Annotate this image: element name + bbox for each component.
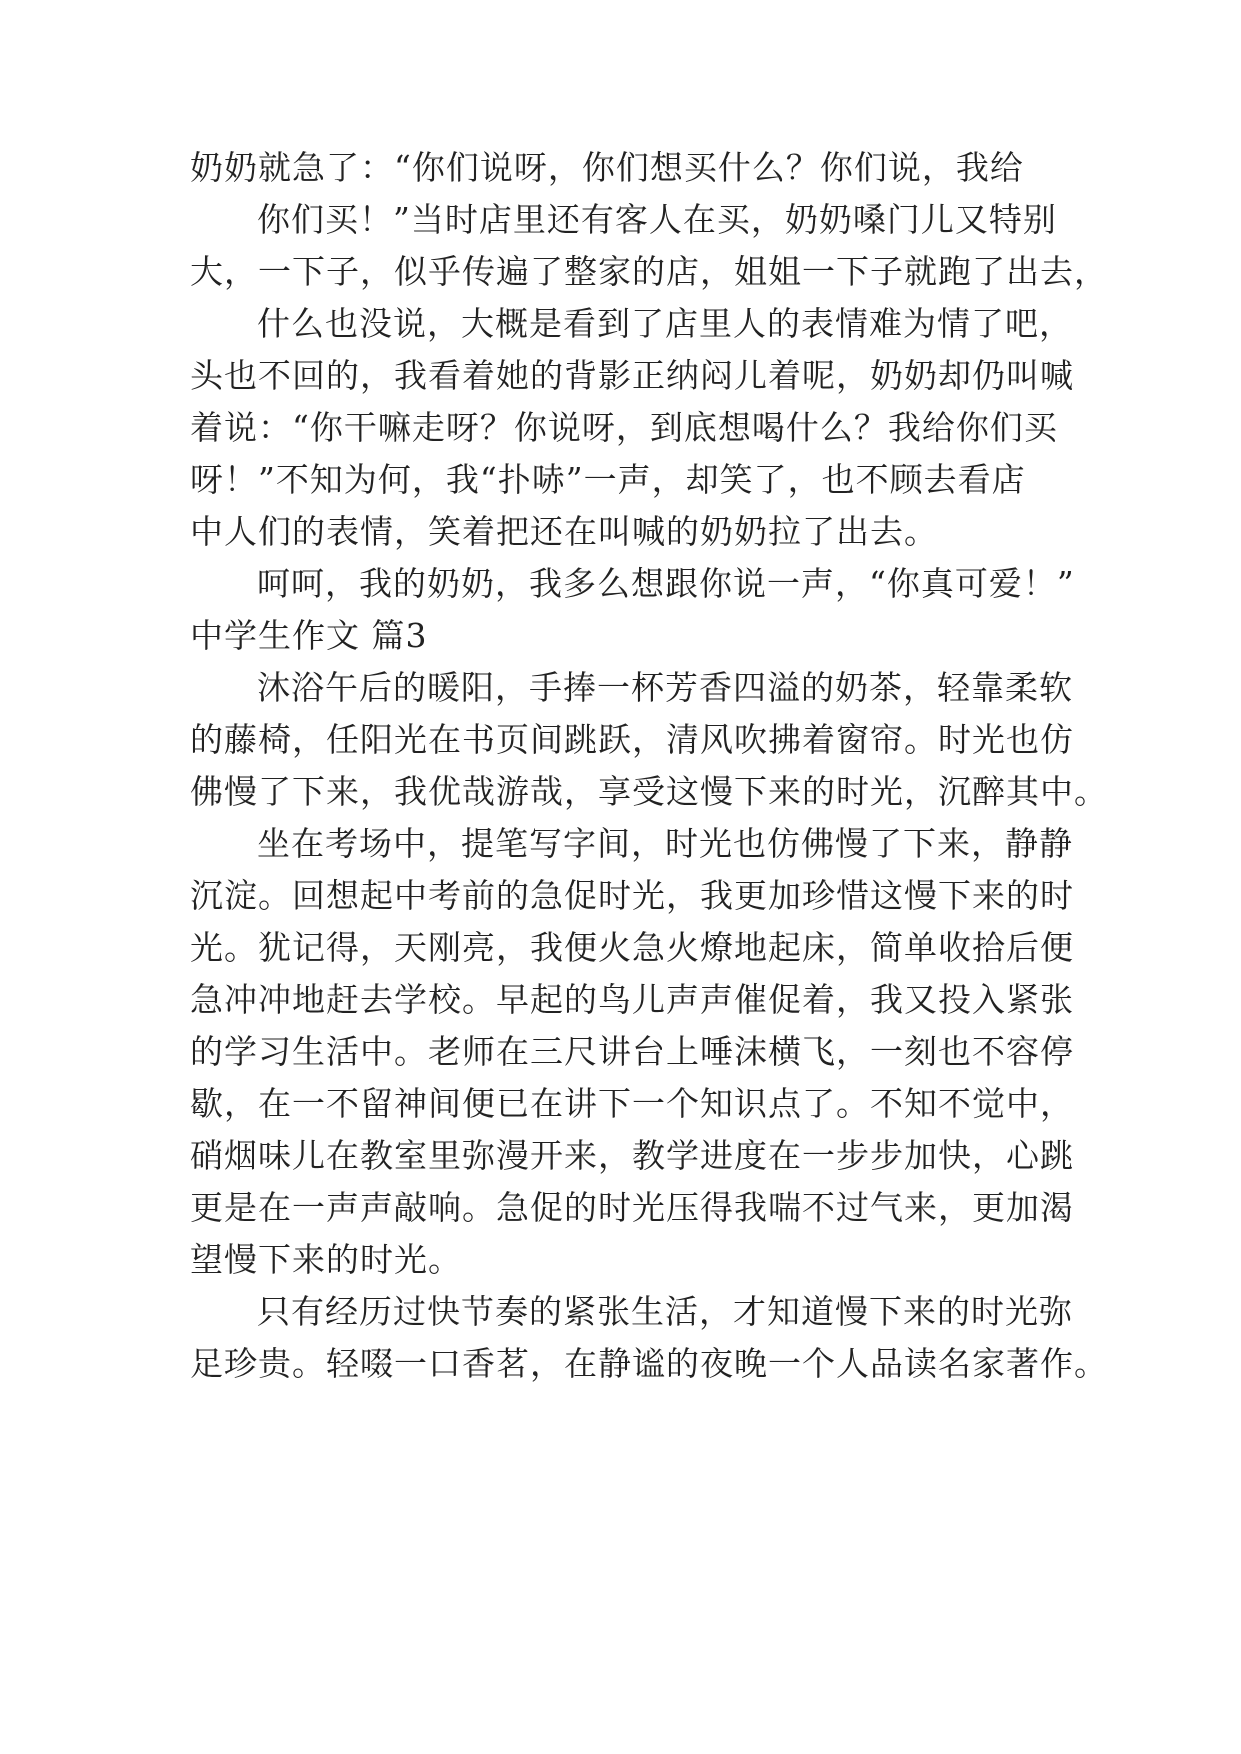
text-line: 坐在考场中，提笔写字间，时光也仿佛慢了下来，静静	[257, 824, 1073, 863]
text-line: 呀！”不知为何，我“扑哧”一声，却笑了，也不顾去看店	[190, 460, 1026, 499]
text-line: 急冲冲地赶去学校。早起的鸟儿声声催促着，我又投入紧张	[190, 980, 1074, 1019]
text-line: 歇，在一不留神间便已在讲下一个知识点了。不知不觉中，	[190, 1084, 1074, 1123]
text-line: 着说：“你干嘛走呀？你说呀，到底想喝什么？我给你们买	[190, 408, 1058, 447]
section-heading: 中学生作文 篇3	[190, 616, 428, 655]
text-line: 硝烟味儿在教室里弥漫开来，教学进度在一步步加快，心跳	[190, 1136, 1074, 1175]
text-line: 沐浴午后的暖阳，手捧一杯芳香四溢的奶茶，轻靠柔软	[257, 668, 1073, 707]
text-line: 中人们的表情，笑着把还在叫喊的奶奶拉了出去。	[190, 512, 938, 551]
text-line: 的学习生活中。老师在三尺讲台上唾沫横飞，一刻也不容停	[190, 1032, 1074, 1071]
text-line: 奶奶就急了：“你们说呀，你们想买什么？你们说，我给	[190, 148, 1024, 187]
text-line: 足珍贵。轻啜一口香茗，在静谧的夜晚一个人品读名家著作。	[190, 1344, 1108, 1383]
text-line: 的藤椅，任阳光在书页间跳跃，清风吹拂着窗帘。时光也仿	[190, 720, 1074, 759]
text-line: 光。犹记得，天刚亮，我便火急火燎地起床，简单收拾后便	[190, 928, 1074, 967]
text-line: 沉淀。回想起中考前的急促时光，我更加珍惜这慢下来的时	[190, 876, 1074, 915]
text-line: 更是在一声声敲响。急促的时光压得我喘不过气来，更加渴	[190, 1188, 1074, 1227]
text-line: 只有经历过快节奏的紧张生活，才知道慢下来的时光弥	[257, 1292, 1073, 1331]
text-line: 佛慢了下来，我优哉游哉，享受这慢下来的时光，沉醉其中。	[190, 772, 1108, 811]
text-line: 头也不回的，我看着她的背影正纳闷儿着呢，奶奶却仍叫喊	[190, 356, 1074, 395]
text-line: 呵呵，我的奶奶，我多么想跟你说一声，“你真可爱！”	[257, 564, 1075, 603]
text-line: 你们买！”当时店里还有客人在买，奶奶嗓门儿又特别	[257, 200, 1057, 239]
text-line: 大，一下子，似乎传遍了整家的店，姐姐一下子就跑了出去，	[190, 252, 1108, 291]
text-line: 望慢下来的时光。	[190, 1240, 462, 1279]
text-line: 什么也没说，大概是看到了店里人的表情难为情了吧，	[257, 304, 1073, 343]
